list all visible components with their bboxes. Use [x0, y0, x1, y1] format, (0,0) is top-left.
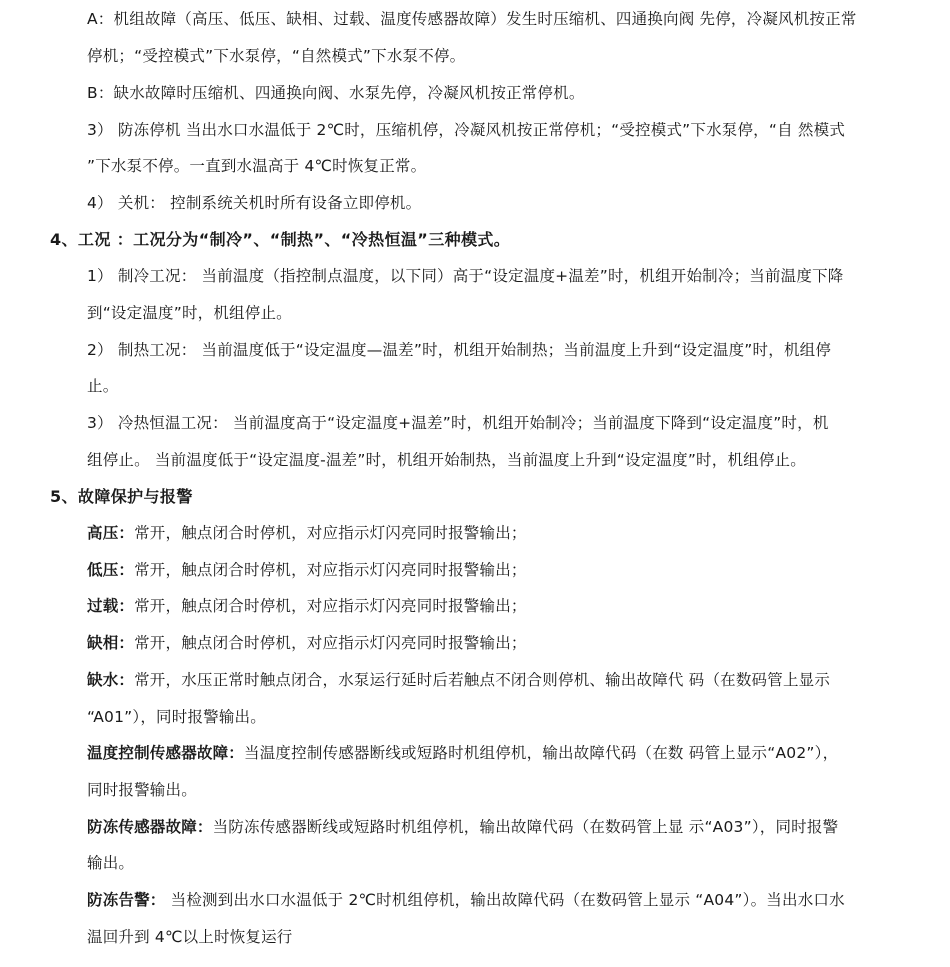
fault-temp-sensor-line2: 同时报警输出。 [87, 781, 197, 799]
fault-overload-text: 常开，触点闭合时停机，对应指示灯闪亮同时报警输出； [134, 597, 527, 615]
fault-phase-loss-label: 缺相： [87, 634, 135, 652]
fault-low-pressure-label: 低压： [87, 561, 135, 579]
fault-overload-label: 过载： [87, 597, 135, 615]
fault-antifreeze-sensor-text: 当防冻传感器断线或短路时机组停机，输出故障代码（在数码管上显 示“A03”），同时报警 [212, 818, 839, 836]
fault-antifreeze-alarm-line2: 温回升到 4℃以上时恢复运行 [87, 928, 293, 946]
fault-antifreeze-sensor-label: 防冻传感器故障： [87, 818, 213, 836]
fault-water-shortage-line2: “A01”），同时报警输出。 [87, 708, 266, 726]
fault-water-shortage [87, 669, 830, 691]
fault-water-shortage-text: 常开，水压正常时触点闭合，水泵运行延时后若触点不闭合则停机、输出故障代 码（在数码管上显示 [134, 671, 831, 689]
fault-temp-sensor-text: 当温度控制传感器断线或短路时机组停机，输出故障代码（在数 码管上显示“A02”）， [244, 744, 839, 762]
fault-phase-loss [87, 632, 527, 654]
fault-temp-sensor [87, 742, 838, 764]
fault-high-pressure [87, 522, 527, 544]
fault-low-pressure [87, 559, 527, 581]
fault-high-pressure-text: 常开，触点闭合时停机，对应指示灯闪亮同时报警输出； [134, 524, 527, 542]
paragraph-antifreeze-stop-line2: ”下水泵不停。一直到水温高于 4℃时恢复正常。 [87, 157, 427, 175]
paragraph-heating-line2: 止。 [87, 377, 119, 395]
paragraph-heating-line1: 2） 制热工况： 当前温度低于“设定温度—温差”时，机组开始制热；当前温度上升到“设定温度”时，机组停 [87, 341, 832, 359]
paragraph-fault-a-line2: 停机；“受控模式”下水泵停，“自然模式”下水泵不停。 [87, 47, 466, 65]
fault-phase-loss-text: 常开，触点闭合时停机，对应指示灯闪亮同时报警输出； [134, 634, 527, 652]
fault-temp-sensor-label: 温度控制传感器故障： [87, 744, 245, 762]
fault-antifreeze-alarm [87, 889, 845, 911]
fault-antifreeze-sensor-line2: 输出。 [87, 854, 135, 872]
section-heading-fault-protection: 5、故障保护与报警 [50, 487, 193, 506]
paragraph-constant-temp-line2: 组停止。 当前温度低于“设定温度-温差”时，机组开始制热，当前温度上升到“设定温度”时，机组停止。 [87, 451, 806, 469]
paragraph-cooling-line1: 1） 制冷工况： 当前温度（指控制点温度，以下同）高于“设定温度+温差”时，机组开始制冷；当前温度下降 [87, 267, 844, 285]
paragraph-shutdown: 4） 关机： 控制系统关机时所有设备立即停机。 [87, 194, 422, 212]
paragraph-cooling-line2: 到“设定温度”时，机组停止。 [87, 304, 292, 322]
paragraph-fault-b: B：缺水故障时压缩机、四通换向阀、水泵先停，冷凝风机按正常停机。 [87, 84, 585, 102]
fault-high-pressure-label: 高压： [87, 524, 135, 542]
section-heading-modes: 4、工况 ：工况分为“制冷”、“制热”、“冷热恒温”三种模式。 [50, 230, 511, 249]
paragraph-antifreeze-stop-line1: 3） 防冻停机 当出水口水温低于 2℃时，压缩机停，冷凝风机按正常停机；“受控模式”下水泵停，“自 然模式 [87, 121, 846, 139]
fault-antifreeze-alarm-label: 防冻告警： [87, 891, 166, 909]
paragraph-constant-temp-line1: 3） 冷热恒温工况： 当前温度高于“设定温度+温差”时，机组开始制冷；当前温度下降到“设定温度”时，机 [87, 414, 829, 432]
fault-low-pressure-text: 常开，触点闭合时停机，对应指示灯闪亮同时报警输出； [134, 561, 527, 579]
fault-overload [87, 595, 527, 617]
fault-water-shortage-label: 缺水： [87, 671, 135, 689]
fault-antifreeze-alarm-text: 当检测到出水口水温低于 2℃时机组停机，输出故障代码（在数码管上显示 “A04”）。当出水口水 [165, 891, 845, 909]
fault-antifreeze-sensor [87, 816, 838, 838]
paragraph-fault-a-line1: A：机组故障（高压、低压、缺相、过载、温度传感器故障）发生时压缩机、四通换向阀 先停，冷凝风机按正常 [87, 10, 857, 28]
